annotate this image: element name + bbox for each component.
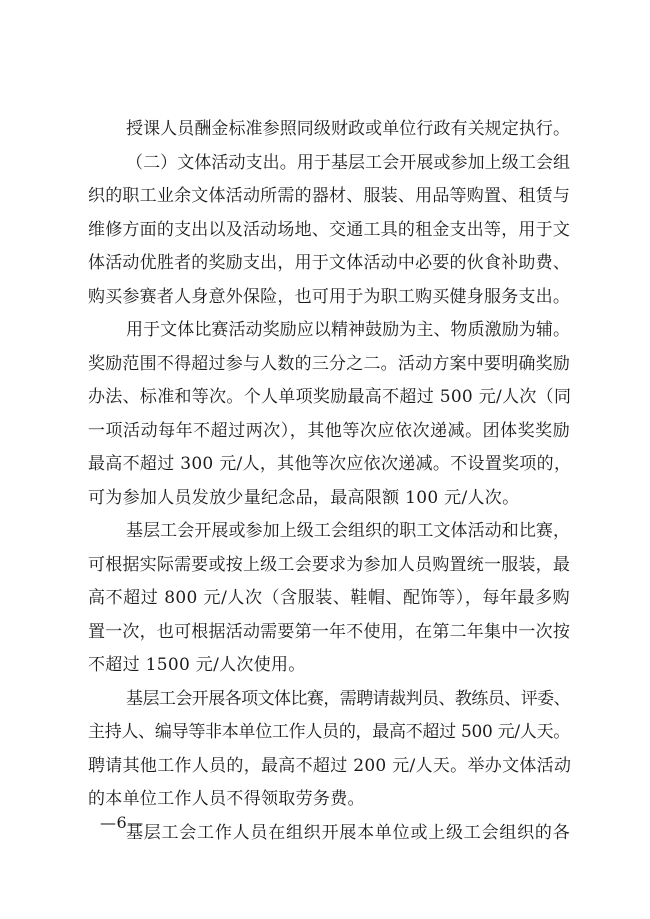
text-line: 高不超过 800 元/人次（含服装、鞋帽、配饰等），每年最多购 — [88, 588, 570, 608]
paragraph-3 — [88, 314, 570, 515]
text-line: 一项活动每年不超过两次），其他等次应依次递减。团体奖奖励 — [88, 420, 570, 441]
text-line: 办法、标准和等次。个人单项奖励最高不超过 500 元/人次（同 — [88, 387, 572, 407]
text-line: 主持人、编导等非本单位工作人员的，最高不超过 500 元/人天。 — [88, 722, 570, 742]
text-line: 基层工会工作人员在组织开展本单位或上级工会组织的各 — [126, 822, 570, 843]
paragraph-2 — [88, 147, 570, 315]
text-line: 最高不超过 300 元/人，其他等次应依次递减。不设置奖项的， — [88, 454, 572, 474]
paragraph-4 — [88, 515, 570, 683]
page-number: —6— — [100, 813, 144, 832]
text-line: 体活动优胜者的奖励支出，用于文体活动中必要的伙食补助费、 — [88, 253, 570, 273]
text-line: 维修方面的支出以及活动场地、交通工具的租金支出等，用于文 — [88, 219, 570, 240]
paragraph-5 — [88, 683, 570, 817]
text-line: 基层工会开展各项文体比赛，需聘请裁判员、教练员、评委、 — [126, 688, 570, 709]
text-line: 不超过 1500 元/人次使用。 — [88, 655, 306, 675]
text-line: 用于文体比赛活动奖励应以精神鼓励为主、物质激励为辅。 — [126, 320, 570, 340]
text-line: 可为参加人员发放少量纪念品，最高限额 100 元/人次。 — [88, 487, 520, 508]
text-line: 基层工会开展或参加上级工会组织的职工文体活动和比赛， — [126, 521, 570, 541]
paragraph-1 — [88, 113, 570, 147]
text-line: 置一次，也可根据活动需要第一年不使用，在第二年集中一次按 — [88, 621, 570, 642]
text-line: 可根据实际需要或按上级工会要求为参加人员购置统一服装，最 — [88, 554, 570, 575]
text-line: 织的职工业余文体活动所需的器材、服装、用品等购置、租赁与 — [88, 186, 570, 206]
text-line: 奖励范围不得超过参与人数的三分之二。活动方案中要明确奖励 — [88, 353, 570, 374]
text-line: 的本单位工作人员不得领取劳务费。 — [88, 789, 365, 809]
text-line: 购买参赛者人身意外保险，也可用于为职工购买健身服务支出。 — [88, 286, 570, 307]
body-text — [88, 113, 570, 850]
text-line: 聘请其他工作人员的，最高不超过 200 元/人天。举办文体活动 — [88, 755, 572, 776]
text-line: （二）文体活动支出。用于基层工会开展或参加上级工会组 — [126, 152, 570, 173]
text-line: 授课人员酬金标准参照同级财政或单位行政有关规定执行。 — [126, 119, 570, 139]
paragraph-6 — [88, 817, 570, 851]
